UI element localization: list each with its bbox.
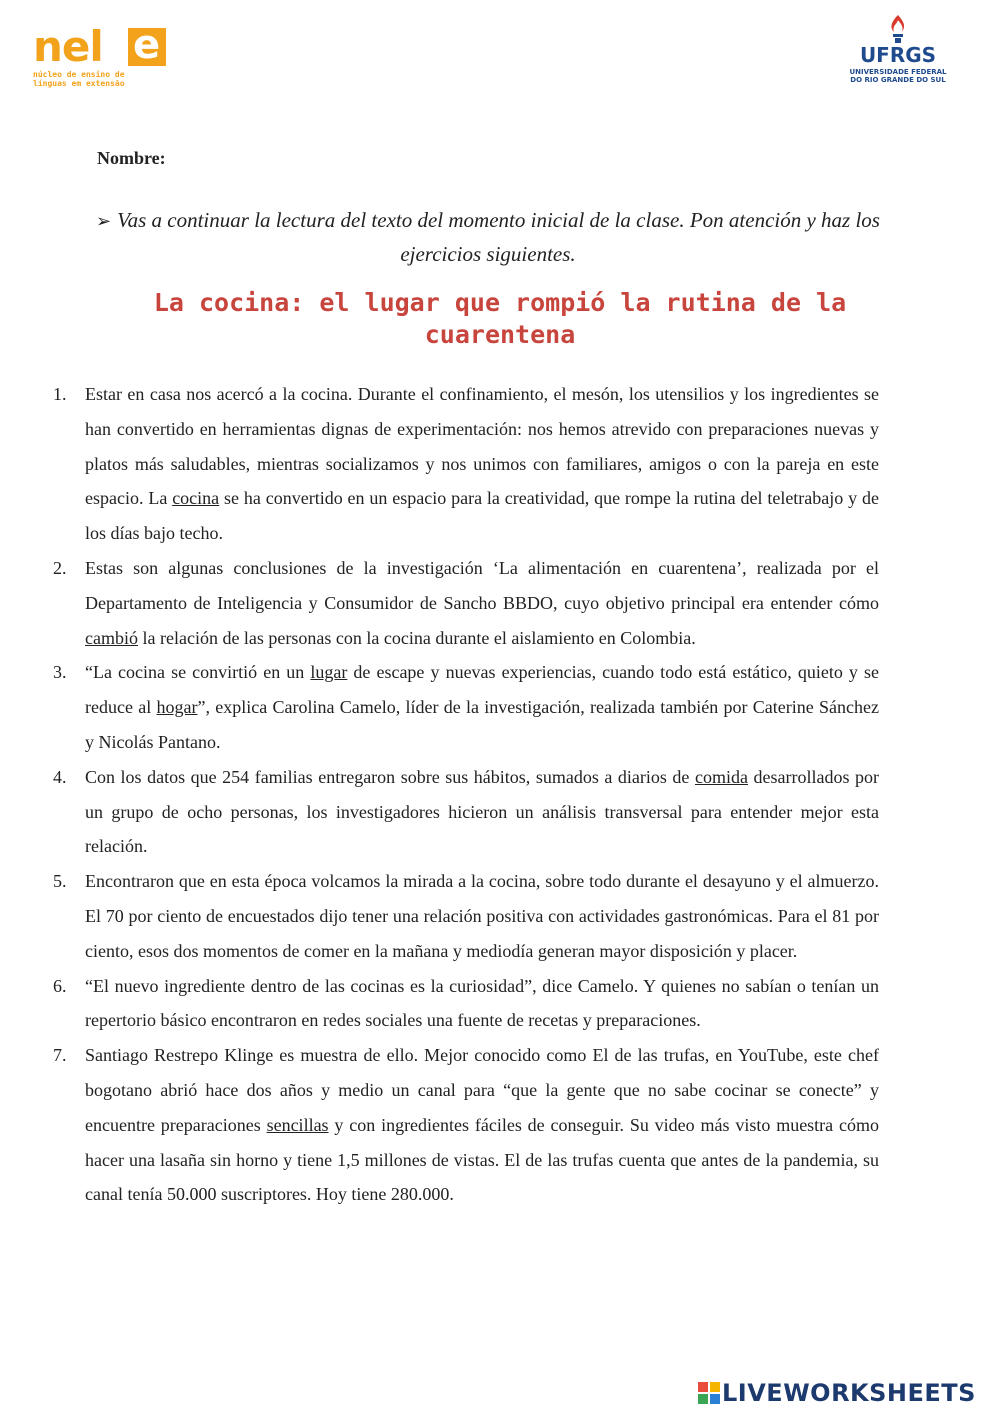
paragraph-item <box>53 551 879 655</box>
underlined-word: hogar <box>156 697 198 718</box>
article-paragraphs <box>53 377 879 1212</box>
paragraph-number: 6. <box>53 975 67 996</box>
ufrgs-logo-subtitle <box>848 68 948 84</box>
paragraph-text: Estar en casa nos acercó a la cocina. Durante el confinamiento, el mesón, los utensilios y los ingredientes se han convertido en herramientas dignas de experimentación: nos hemos atrevido con preparaciones nuevas y platos más saludables, mientras socializamos y nos unimos con familiares, amigos o con la pareja en este espacio. La <box>85 384 879 509</box>
underlined-word: cambió <box>85 627 138 648</box>
paragraph-item <box>53 655 879 759</box>
nombre-label: Nombre: <box>97 148 166 168</box>
nele-logo-subtitle-line2: línguas em extensão <box>33 79 125 88</box>
liveworksheets-logo-icon <box>698 1382 720 1404</box>
paragraph-text: “La cocina se convirtió en un <box>85 662 311 683</box>
nele-logo-subtitle-line1: núcleo de ensino de <box>33 70 125 79</box>
nele-logo-accent: e <box>133 22 161 68</box>
nele-logo-subtitle <box>33 70 125 88</box>
underlined-word: lugar <box>310 662 348 683</box>
liveworksheets-watermark <box>698 1378 994 1408</box>
paragraph-text: Santiago Restrepo Klinge es muestra de ello. Mejor conocido como El de las trufas, en YouTube, este chef bogotano abrió hace dos años y medio un canal para “que la gente que no sabe cocinar se conecte” y encuentre preparaciones <box>85 1045 879 1135</box>
paragraph-item <box>53 969 879 1039</box>
underlined-word: cocina <box>172 488 220 509</box>
paragraph-item <box>53 864 879 968</box>
paragraph-number: 2. <box>53 557 67 578</box>
paragraph-item <box>53 377 879 551</box>
nele-logo-word: nel <box>33 22 103 71</box>
paragraph-number: 7. <box>53 1045 67 1066</box>
paragraph-item <box>53 760 879 864</box>
ufrgs-logo <box>848 14 948 92</box>
paragraph-number: 3. <box>53 662 67 683</box>
underlined-word: sencillas <box>266 1114 329 1135</box>
paragraph-text: “El nuevo ingrediente dentro de las cocinas es la curiosidad”, dice Camelo. Y quienes no sabían o tenían un repertorio básico encontraron en redes sociales una fuente de recetas y preparaciones. <box>85 975 879 1031</box>
paragraph-number: 4. <box>53 766 67 787</box>
paragraph-text: y con ingredientes fáciles de conseguir. Su video más visto muestra cómo hacer una lasaña sin horno y tiene 1,5 millones de vistas. El de las trufas cuenta que antes de la pandemia, su canal tenía 50.000 suscriptores. Hoy tiene 280.000. <box>85 1114 879 1205</box>
arrow-bullet-icon: ➢ <box>96 211 112 232</box>
paragraph-text: Estas son algunas conclusiones de la investigación ‘La alimentación en cuarentena’, realizada por el Departamento de Inteligencia y Consumidor de Sancho BBDO, cuyo objetivo principal era entender cómo <box>85 557 879 613</box>
ufrgs-logo-name: UFRGS <box>859 43 937 67</box>
paragraph-text: desarrollados por un grupo de ocho personas, los investigadores hicieron un análisis transversal para entender mejor esta relación. <box>85 766 879 857</box>
instruction-text: Vas a continuar la lectura del texto del momento inicial de la clase. Pon atención y haz los ejercicios siguientes. <box>117 208 880 266</box>
article-title: La cocina: el lugar que rompió la rutina de la cuarentena <box>153 288 847 349</box>
nele-logo-accent-box <box>128 22 166 68</box>
paragraph-text: la relación de las personas con la cocina durante el aislamiento en Colombia. <box>137 627 696 648</box>
paragraph-number: 5. <box>53 871 67 892</box>
instruction <box>78 204 898 270</box>
ufrgs-logo-subtitle-line2: DO RIO GRANDE DO SUL <box>850 76 946 84</box>
paragraph-text: de escape y nuevas experiencias, cuando todo está estático, quieto y se reduce al <box>85 662 879 718</box>
paragraph-number: 1. <box>53 384 67 404</box>
underlined-word: comida <box>694 766 748 787</box>
ufrgs-logo-subtitle-line1: UNIVERSIDADE FEDERAL <box>849 68 947 76</box>
flame-icon <box>884 14 912 44</box>
paragraph-text: Con los datos que 254 familias entregaron sobre sus hábitos, sumados a diarios de <box>85 766 695 787</box>
nele-logo <box>33 22 173 92</box>
paragraph-text: se ha convertido en un espacio para la creatividad, que rompe la rutina del teletrabajo y de los días bajo techo. <box>85 488 879 544</box>
liveworksheets-text: LIVEWORKSHEETS <box>722 1379 976 1407</box>
paragraph-text: Encontraron que en esta época volcamos la mirada a la cocina, sobre todo durante el desayuno y el almuerzo. El 70 por ciento de encuestados dijo tener una relación positiva con actividades gastronómicas. Para el 81 por ciento, esos dos momentos de comer en la mañana y mediodía generan mayor disposición y placer. <box>85 871 879 961</box>
paragraph-item <box>53 1038 879 1212</box>
paragraph-text: ”, explica Carolina Camelo, líder de la investigación, realizada también por Caterine Sánchez y Nicolás Pantano. <box>85 697 879 752</box>
